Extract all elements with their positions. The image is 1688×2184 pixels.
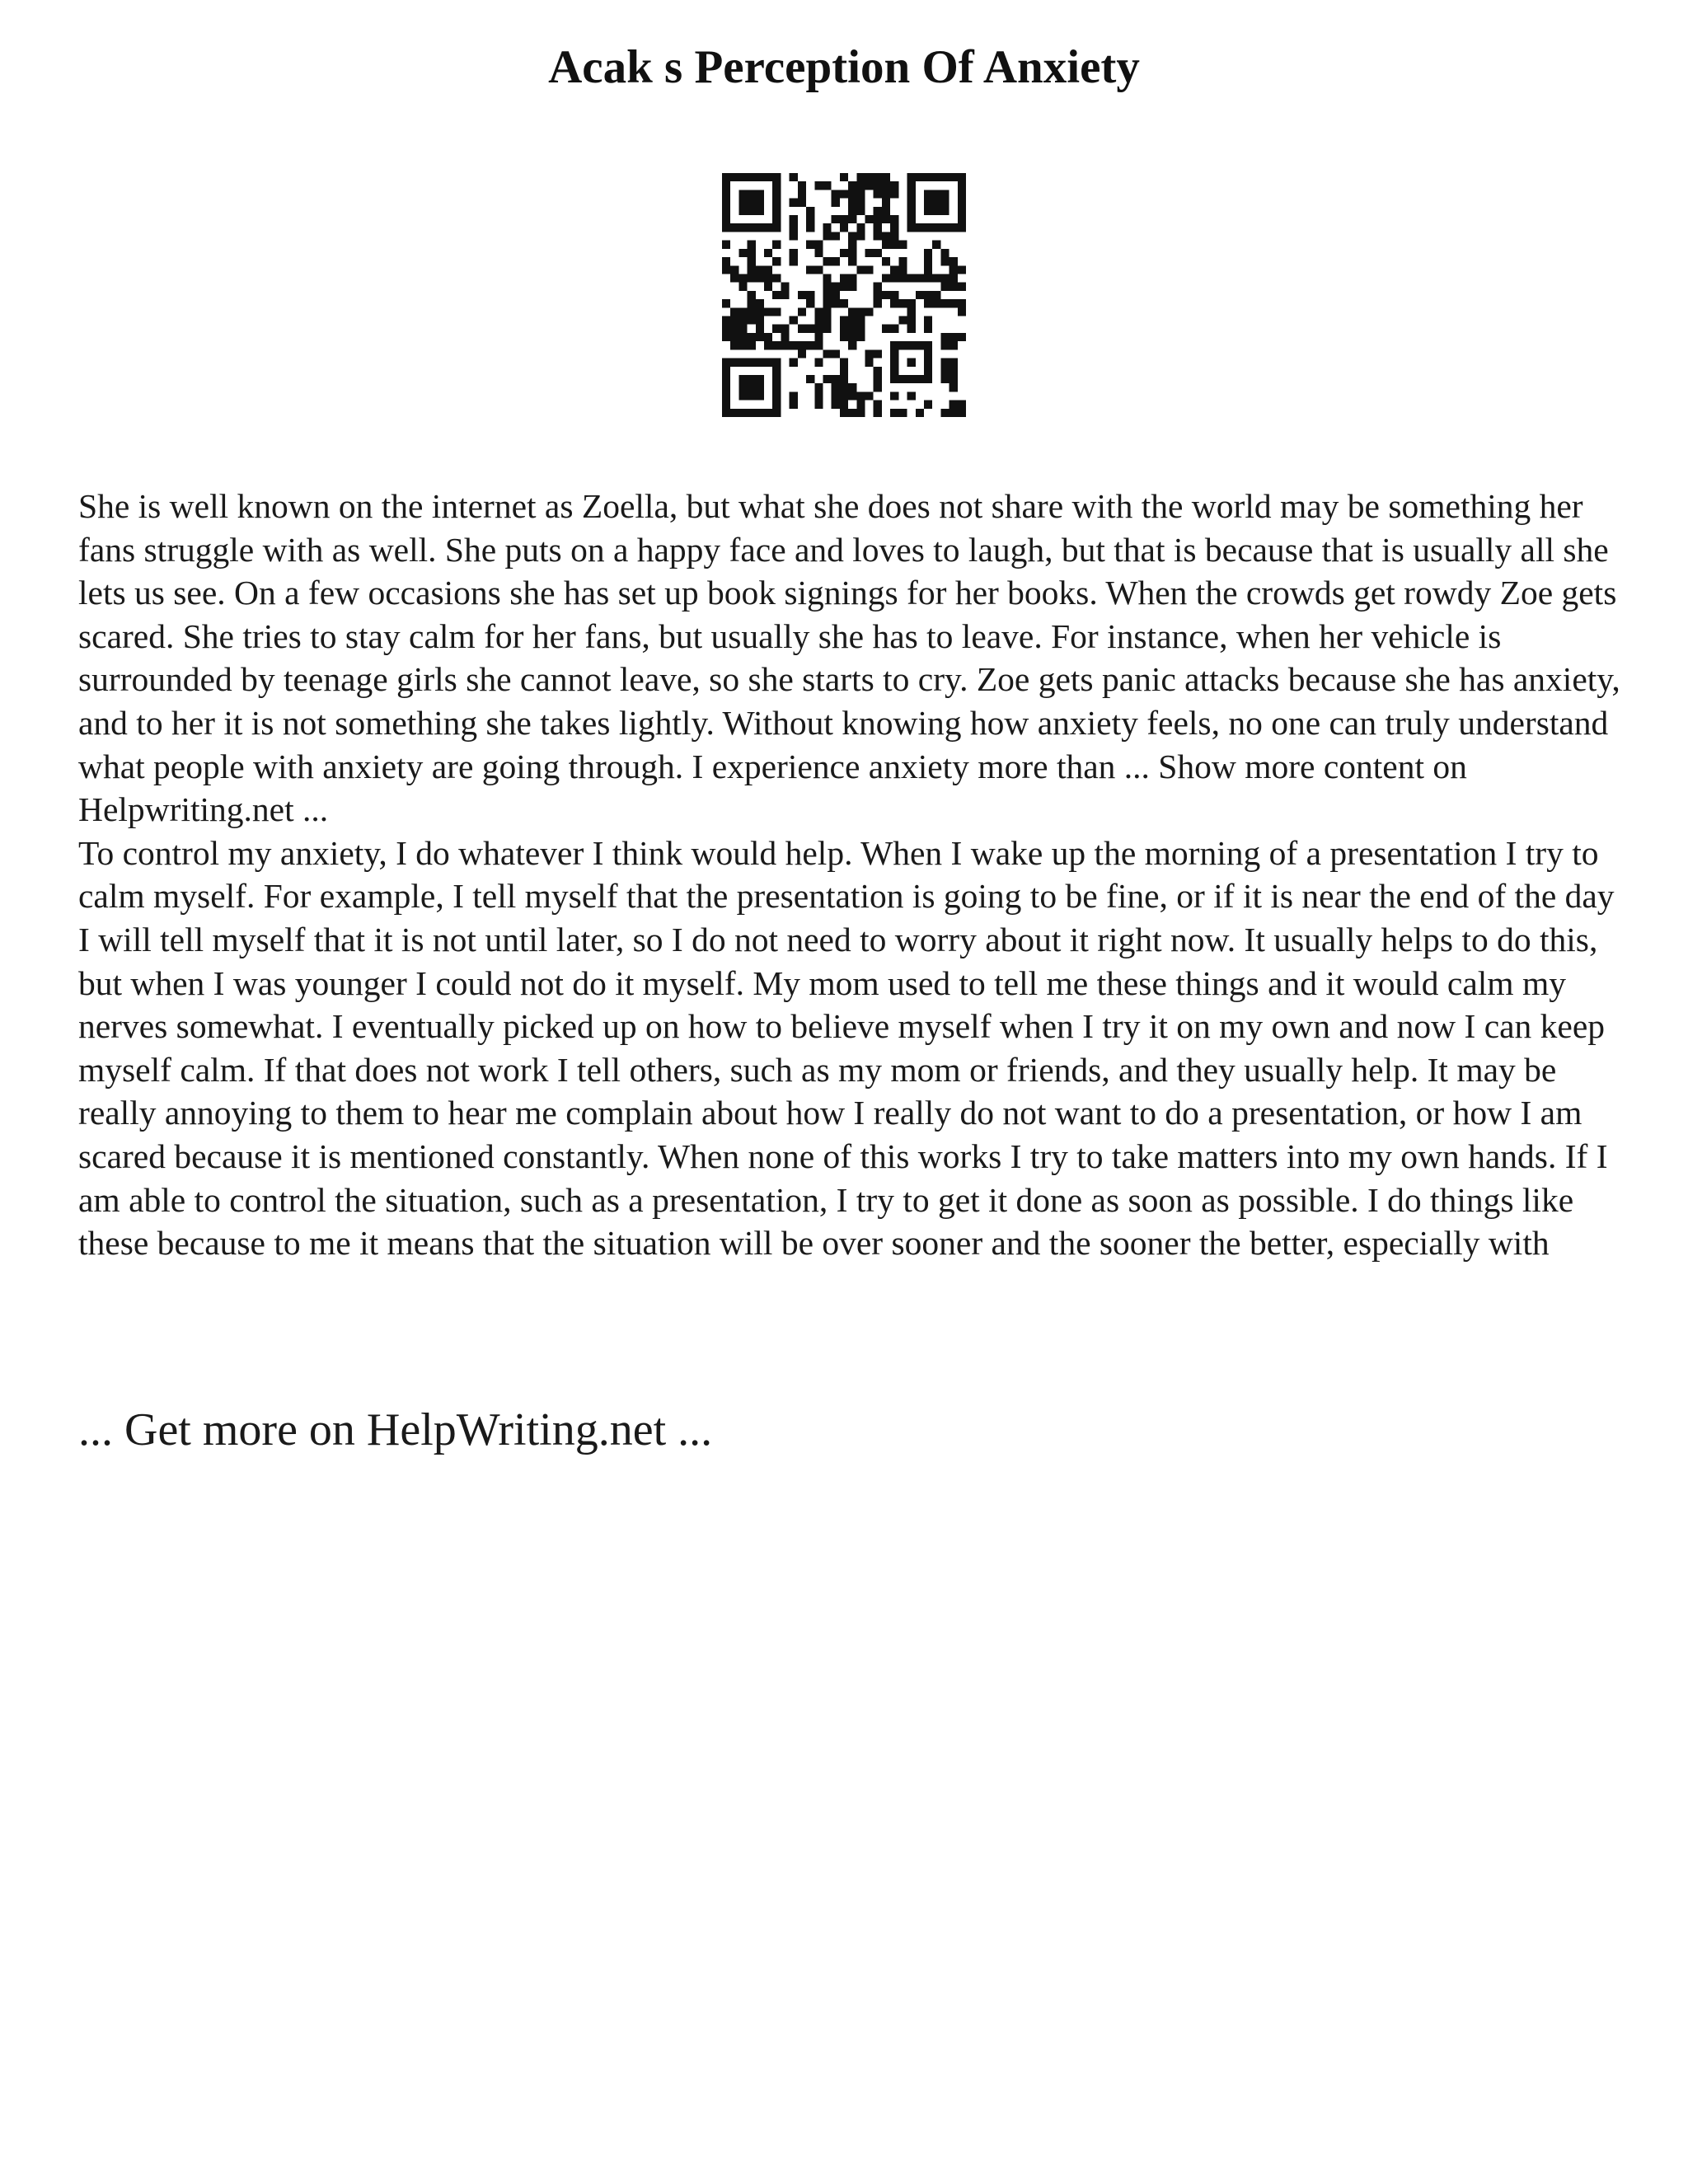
page-title: Acak s Perception Of Anxiety	[548, 41, 1140, 93]
qr-code-icon	[722, 173, 966, 417]
article-body	[78, 485, 1628, 1265]
get-more-link[interactable]: ... Get more on HelpWriting.net ...	[78, 1404, 713, 1455]
article-paragraph-1: She is well known on the internet as Zoella, but what she does not share with the world may be something her fans struggle with as well. She puts on a happy face and loves to laugh, but that is because that is usually all she lets us see. On a few occasions she has set up book signings for her books. When the crowds get rowdy Zoe gets scared. She tries to stay calm for her fans, but usually she has to leave. For instance, when her vehicle is surrounded by teenage girls she cannot leave, so she starts to cry. Zoe gets panic attacks because she has anxiety, and to her it is not something she takes lightly. Without knowing how anxiety feels, no one can truly understand what people with anxiety are going through. I experience anxiety more than ... Show more content on Helpwriting.net ...	[78, 487, 1620, 829]
article-paragraph-2: To control my anxiety, I do whatever I think would help. When I wake up the morning of a presentation I try to calm myself. For example, I tell myself that the presentation is going to be fine, or if it is near the end of the day I will tell myself that it is not until later, so I do not need to worry about it right now. It usually helps to do this, but when I was younger I could not do it myself. My mom used to tell me these things and it would calm my nerves somewhat. I eventually picked up on how to believe myself when I try it on my own and now I can keep myself calm. If that does not work I tell others, such as my mom or friends, and they usually help. It may be really annoying to them to hear me complain about how I really do not want to do a presentation, or how I am scared because it is mentioned constantly. When none of this works I try to take matters into my own hands. If I am able to control the situation, such as a presentation, I try to get it done as soon as possible. I do things like these because to me it means that the situation will be over sooner and the sooner the better, especially with	[78, 833, 1615, 1263]
